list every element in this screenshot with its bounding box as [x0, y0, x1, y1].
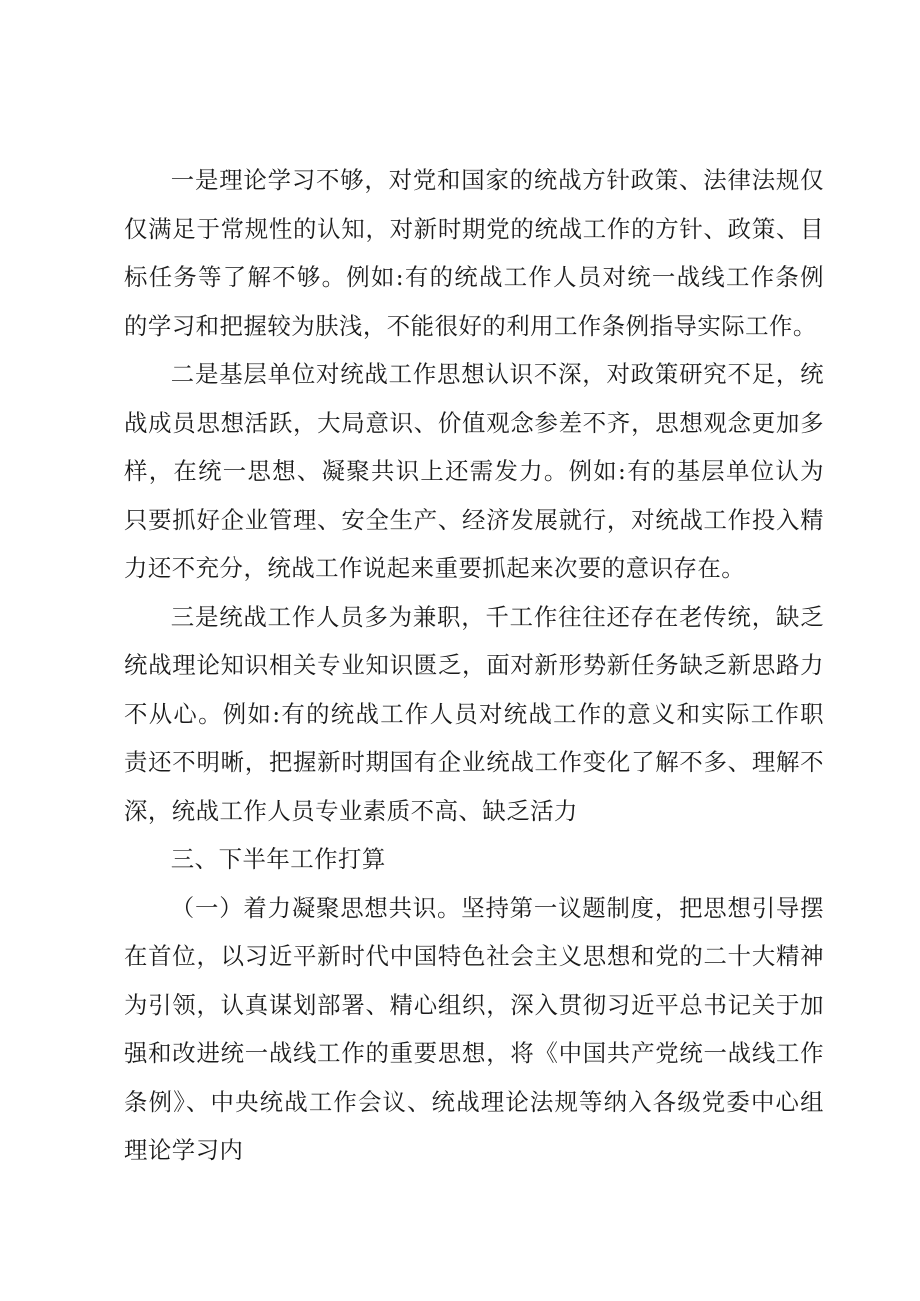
paragraph-theory-study: 一是理论学习不够，对党和国家的统战方针政策、法律法规仅仅满足于常规性的认知，对新时期党的统战工作的方针、政策、目标任务等了解不够。例如:有的统战工作人员对统一战线工作条例的学习和把握较为肤浅，不能很好的利用工作条例指导实际工作。	[124, 166, 824, 340]
paragraph-grassroots-awareness: 二是基层单位对统战工作思想认识不深，对政策研究不足，统战成员思想活跃，大局意识、价值观念参差不齐，思想观念更加多样，在统一思想、凝聚共识上还需发力。例如:有的基层单位认为只要抓好企业管理、安全生产、经济发展就行，对统战工作投入精力还不充分，统战工作说起来重要抓起来次要的意识存在。	[124, 360, 824, 582]
document-body	[124, 156, 824, 1175]
paragraph-staff-parttime: 三是统战工作人员多为兼职，千工作往往还存在老传统，缺乏统战理论知识相关专业知识匮乏，面对新形势新任务缺乏新思路力不从心。例如:有的统战工作人员对统战工作的意义和实际工作职责还不明晰，把握新时期国有企业统战工作变化了解不多、理解不深，统战工作人员专业素质不高、缺乏活力	[124, 602, 824, 825]
section-heading: 三、下半年工作打算	[170, 845, 386, 873]
paragraph-consensus: （一）着力凝聚思想共识。坚持第一议题制度，把思想引导摆在首位，以习近平新时代中国特色社会主义思想和党的二十大精神为引领，认真谋划部署、精心组织，深入贯彻习近平总书记关于加强和改进统一战线工作的重要思想，将《中国共产党统一战线工作条例》、中央统战工作会议、统战理论法规等纳入各级党委中心组理论学习内	[124, 893, 824, 1164]
